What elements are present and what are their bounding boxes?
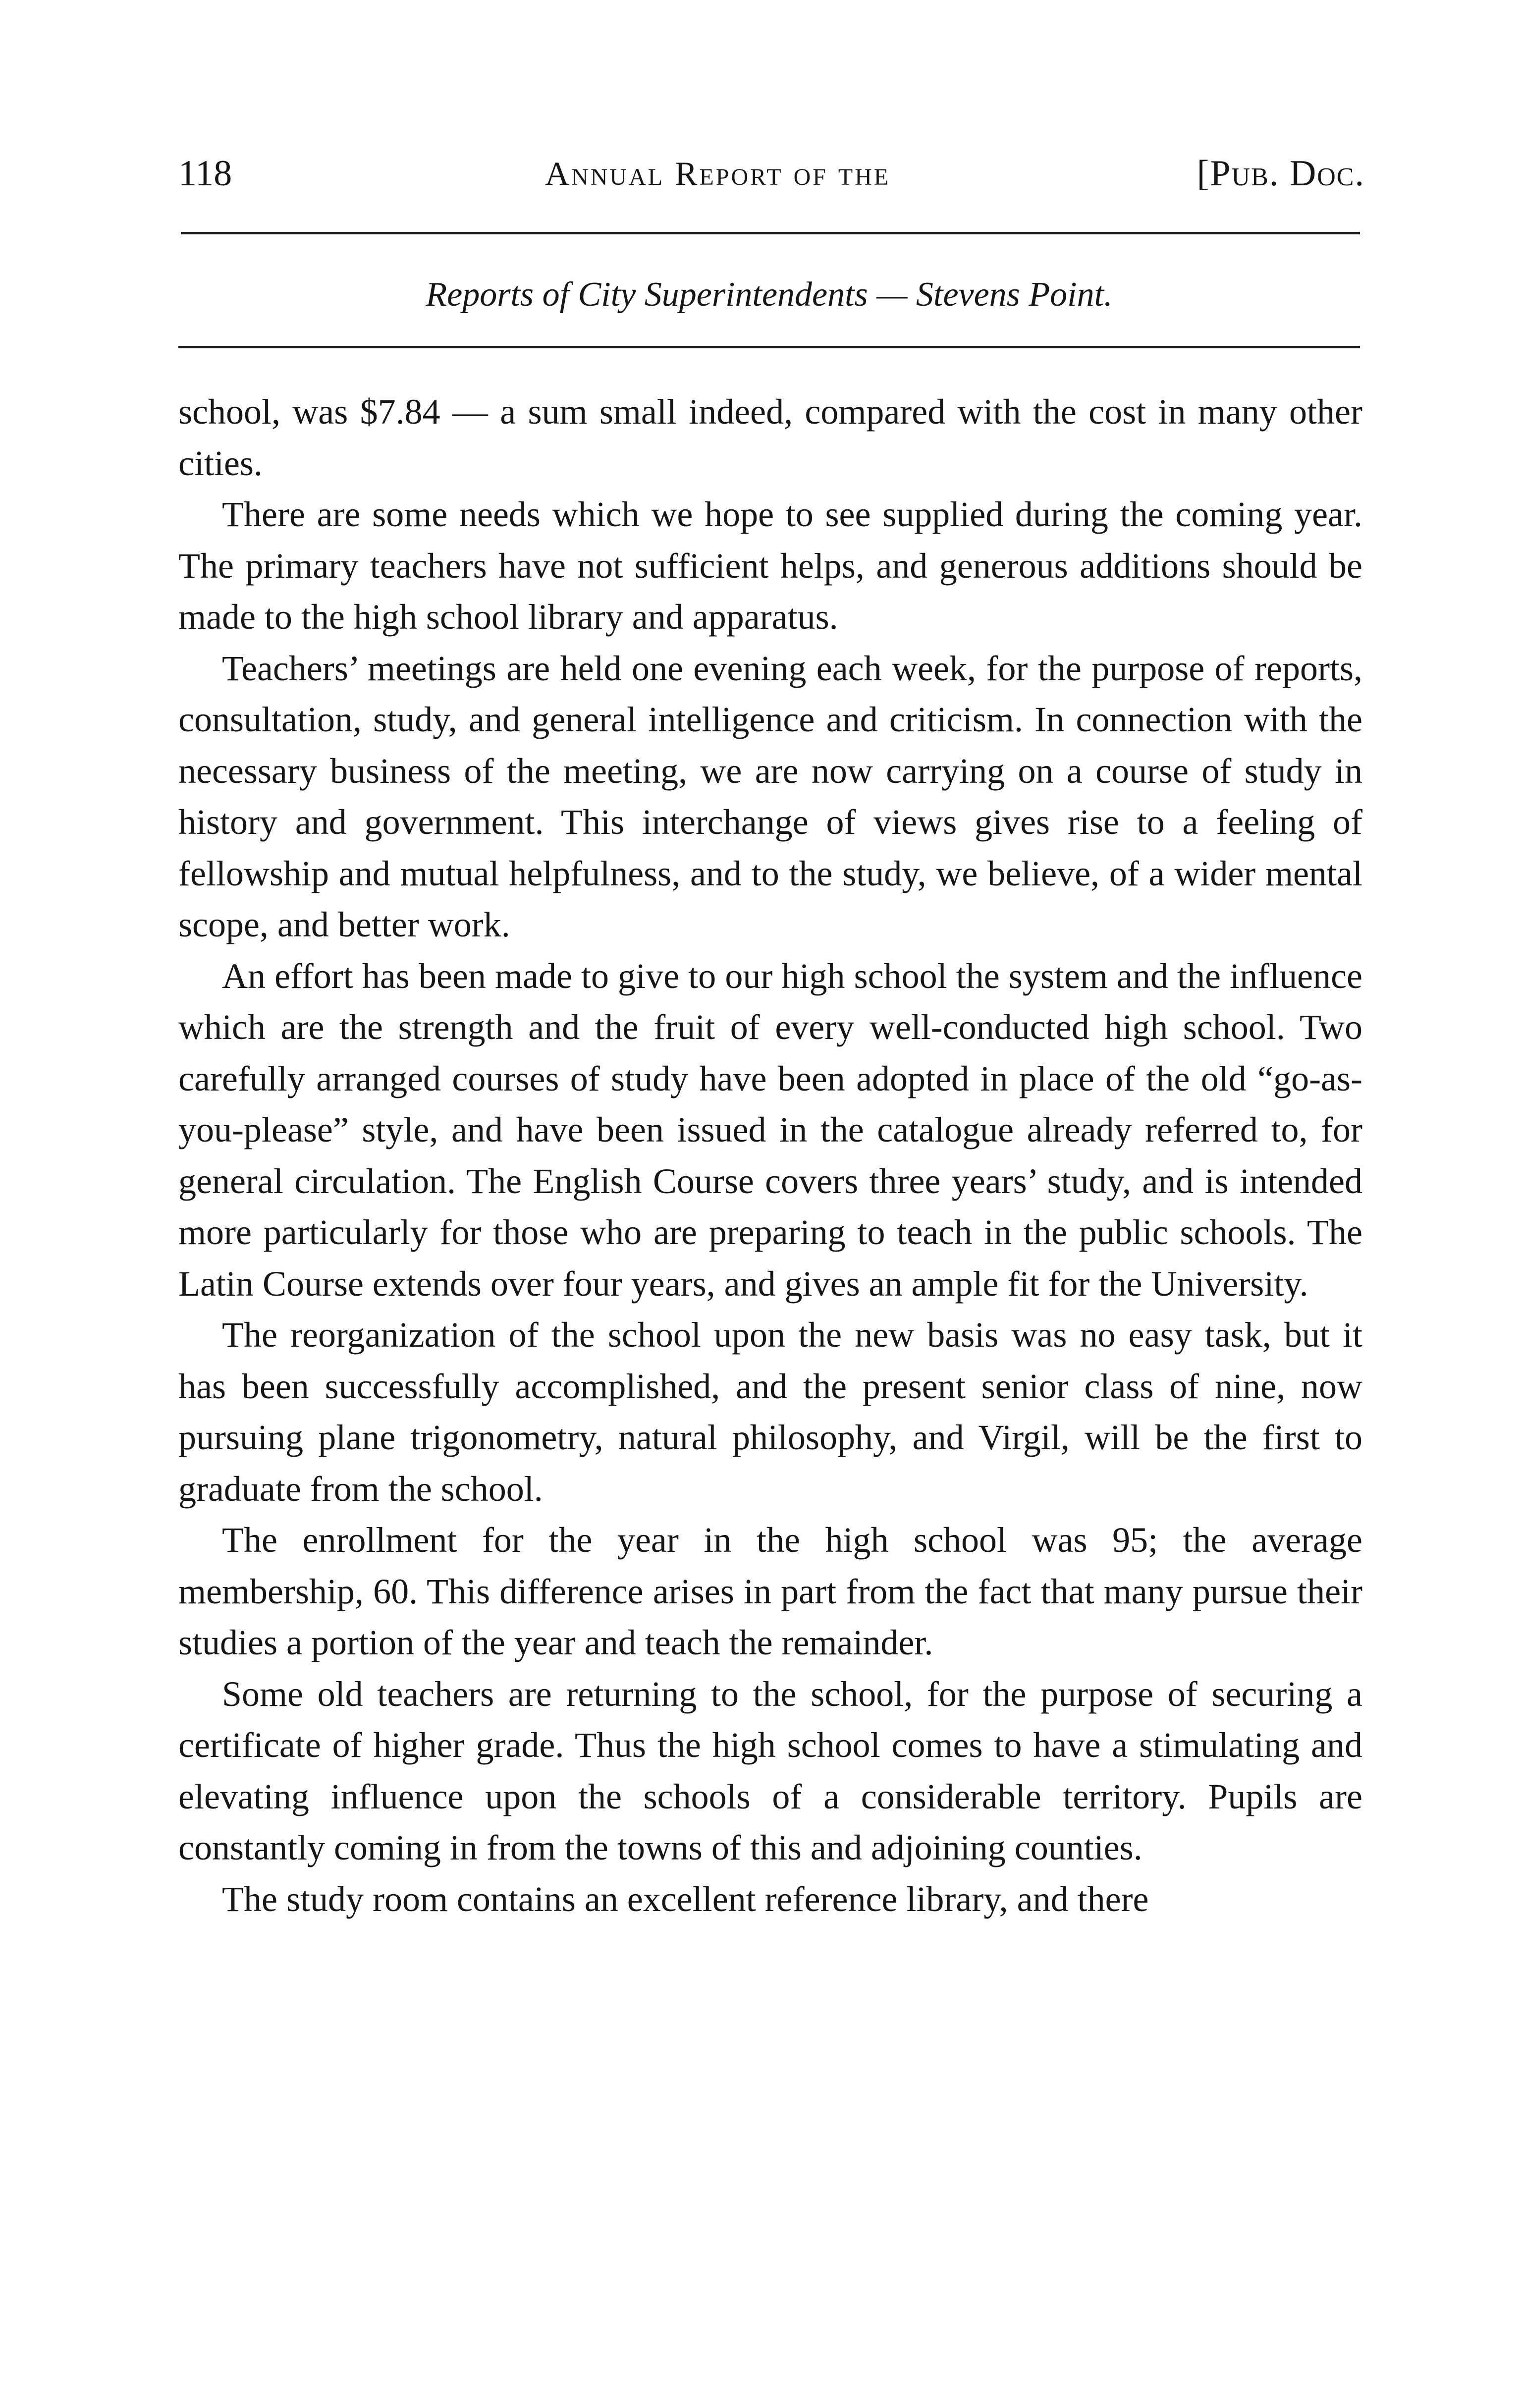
document-label: [Pub. Doc. (1196, 153, 1365, 194)
paragraph: The enrollment for the year in the high school was 95; the average membership, 60. This difference arises in part from the fact that many pursue their studies a portion of the year and teach the remainder. (178, 1520, 1362, 1662)
paragraph: The reorganization of the school upon the new basis was no easy task, but it has been successfully accomplished, and the present senior class of nine, now pursuing plane trigonometry, natural philosophy, and Virgil, will be the first to graduate from the school. (178, 1315, 1362, 1509)
body-text (178, 386, 1362, 1925)
paragraph: There are some needs which we hope to see supplied during the coming year. The primary teachers have not sufficient helps, and generous additions should be made to the high school library and apparatus. (178, 494, 1362, 637)
section-title: Reports of City Superintendents — Stevens Point. (426, 275, 1113, 314)
paragraph: Some old teachers are returning to the school, for the purpose of securing a certificate of higher grade. Thus the high school comes to have a stimulating and elevating influence upon the schools of a considerable territory. Pupils are constantly coming in from the towns of this and adjoining counties. (178, 1674, 1362, 1867)
running-title: Annual Report of the (545, 155, 891, 192)
header-rule-bottom (178, 346, 1360, 348)
paragraph: An effort has been made to give to our high school the system and the influence which are the strength and the fruit of every well-conducted high school. Two carefully arranged courses of study have been adopted in place of the old “go-as-you-please” style, and have been issued in the catalogue already referred to, for general circulation. The English Course covers three years’ study, and is intended more particularly for those who are preparing to teach in the public schools. The Latin Course extends over four years, and gives an ample fit for the University. (178, 956, 1362, 1304)
header-rule-top (181, 232, 1360, 234)
paragraph: The study room contains an excellent reference library, and there (222, 1879, 1149, 1919)
page-header (178, 149, 1365, 203)
paragraph: Teachers’ meetings are held one evening each week, for the purpose of reports, consultation, study, and general intelligence and criticism. In connection with the necessary business of the meeting, we are now carrying on a course of study in history and government. This interchange of views gives rise to a feeling of fellowship and mutual helpfulness, and to the study, we believe, of a wider mental scope, and better work. (178, 648, 1362, 944)
page-number: 118 (178, 153, 232, 194)
paragraph-continued: school, was $7.84 — a sum small indeed, compared with the cost in many other cities. (178, 392, 1362, 483)
